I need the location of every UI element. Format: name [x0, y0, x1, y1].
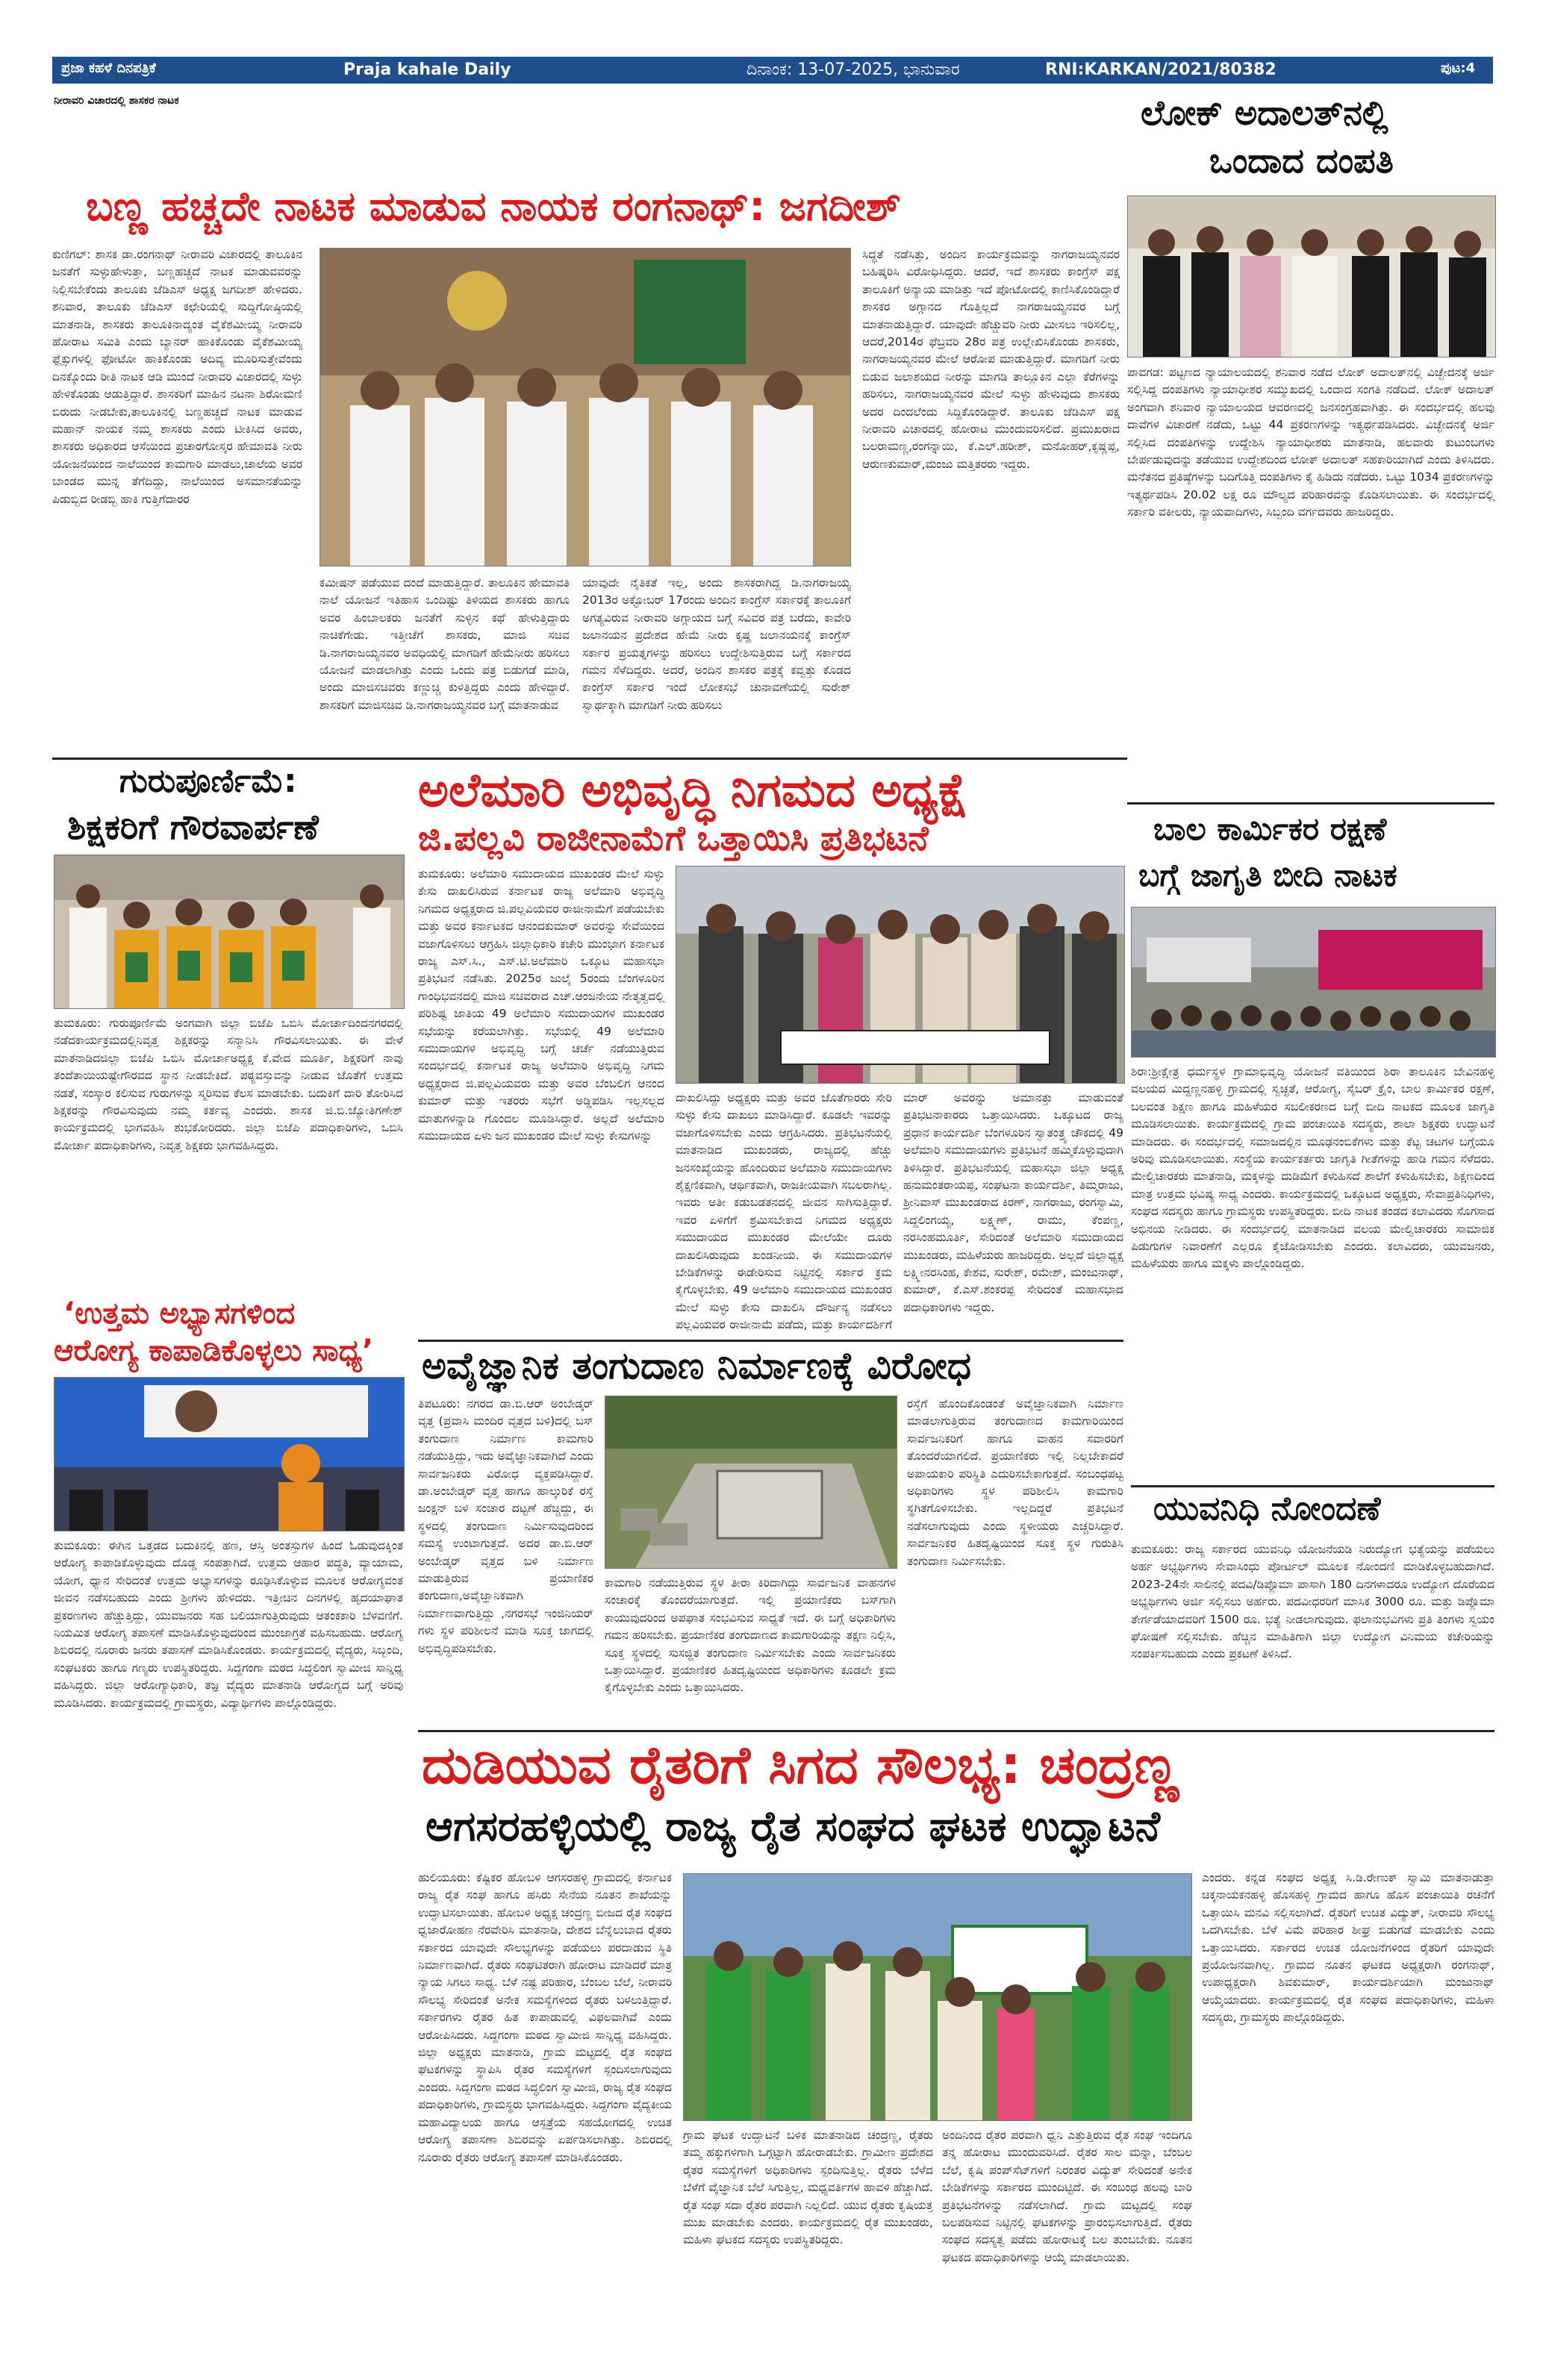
header-paper-name: Praja kahale Daily	[343, 60, 511, 79]
main-story-col1: ಕುಣಿಗಲ್: ಶಾಸಕ ಡಾ.ರಂಗನಾಥ್ ನೀರಾವರಿ ವಿಚಾರದಲ್ಲಿ ತಾಲೂಕಿನ ಜನತೆಗೆ ಸುಳ್ಳುಹೇಳುತ್ತಾ, ಬಣ್ಣಹಚ್ಚದೆ ನಾಟಕ ಮಾಡುವವರನ್ನು ನಿಲ್ಲಿಸಬೇಕೆಂದು ತಾಲೂಕು ಜೆಡಿಎಸ್ ಅಧ್ಯಕ್ಷ ಜಗದೀಶ್ ಹೇಳಿದರು. ಶನಿವಾರ, ತಾಲೂಕು ಜೆಡಿಎಸ್ ಕಛೇರಿಯಲ್ಲಿ ಸುದ್ದಿಗೋಷ್ಠಿಯಲ್ಲಿ ಮಾತನಾಡಿ, ಶಾಸಕರು ತಾಲೂಕಿನಾದ್ಯಂತ ವೈಕೆಶಮೀಯ್ಯ ನೀರಾವರಿ ಹೋರಾಟ ಸಮಿತಿ ಎಂದು ಬ್ಯಾನರ್ ಹಾಕಿಕೊಂಡು ವೈಕೆಶಮೀಯ್ಯ ಫ್ಲೆಕ್ಸುಗಳಲ್ಲಿ ಫೋಟೋ ಹಾಕಿಕೊಂಡು ಅದಿವ್ಯ ಮೂರಿಸುತ್ತೇವೆಂದು ದಿನಕ್ಕೊಂದು ರೀತಿ ನಾಟಕ ಆಡಿ ಮುಂದೆ ನೀರಾವರಿ ವಿಚಾರದಲ್ಲಿ ಸುಳ್ಳು ಹೇಳಿಕೊಂಡು ಆಡುತ್ತಿದ್ದಾರೆ. ಶಾಸಕರಿಗೆ ಮಾಹಿನ ನಟನಾ ಶಿರೋಮಣಿ ಬಿರುದು ನೀಡಬೇಕು,ತಾಲೂಕಿನಲ್ಲಿ ಬಣ್ಣಹಚ್ಚದೆ ನಾಟಕ ಮಾಡುವ ಮಹಾನ್ ನಾಯಕ ನಮ್ಮ ಶಾಸಕರು ಎಂದು ಟೀಕಿಸಿದ ಅವರು, ಶಾಸಕರು ಅಧಿಕಾರದ ಆಸೆಯಿಂದ ಪ್ರಚಾರಗೋಸ್ಕರ ಹೇಮಾವತಿ ನೀರು ಯೋಜನೆಯಿಂದ ನಾಲೆಯಿಂದ ಕಾಮಗಾರಿ ಮಾಡಲು,ಚಾಲೆಯ ಅವರ ಬಾಂಡದ ಮುನ್ನ ತೆಗೆದಿದ್ದು, ನಾಲೆಯಿಂದ ಅಸಮಾನತೆಯನ್ನು ಪಿಡುಬ್ಬಿದ ರೀಡಬ್ಬಿ ಹಾಕಿ ಗುತ್ತಿಗೆದಾರರ	[52, 248, 302, 506]
main-headline: ನೀರಾವರಿ ವಿಚಾರದಲ್ಲಿ ಶಾಸಕರ ನಾಟಕ	[54, 95, 179, 107]
alemari-col1: ತುಮಕೂರು: ಅಲೆಮಾರಿ ಸಮುದಾಯದ ಮುಖಂಡರ ಮೇಲೆ ಸುಳ್ಳು ಕೇಸು ದಾಖಲಿಸಿರುವ ಕರ್ನಾಟಕ ರಾಜ್ಯ ಅಲೆಮಾರಿ ಅಭಿವೃದ್ಧಿ ನಿಗಮದ ಅಧ್ಯಕ್ಷರಾದ ಜಿ.ಪಲ್ಲವಿಯವರ ರಾಜೀನಾಮೆಗೆ ಪಡೆಯಬೇಕು ಮತ್ತು ಅವರ ಕರ್ನಾಟಕದ ಆನಂದಕುಮಾರ್ ಅವರನ್ನು ಸೇವೆಯಿಂದ ವಜಾಗೊಳಿಸಲು ಆಗ್ರಹಿಸಿ ಜಿಲ್ಲಾಧಿಕಾರಿ ಕಚೇರಿ ಮುಂಭಾಗ ಕರ್ನಾಟಕ ರಾಜ್ಯ ಎಸ್.ಸಿ., ಎಸ್.ಟಿ.ಅಲೆಮಾರಿ ಒಕ್ಕೂಟ ಮಹಾಸಭಾ ಪ್ರತಿಭಟನೆ ನಡೆಸಿತು. 2025ರ ಜುಲೈ 5ರಂದು ಬೆಂಗಳೂರಿನ ಗಾಂಧಿಭವನದಲ್ಲಿ ಮಾಜಿ ಸಚಿವರಾದ ಎಚ್.ಆಂಜನೇಯ ನೇತೃತ್ವದಲ್ಲಿ ಪರಿಶಿಷ್ಟ ಜಾತಿಯ 49 ಅಲೆಮಾರಿ ಸಮುದಾಯಗಳ ಮುಖಂಡರ ಸಭೆಯನ್ನು ಕರೆಯಲಾಗಿತ್ತು. ಸಭೆಯಲ್ಲಿ 49 ಅಲೆಮಾರಿ ಸಮುದಾಯಗಳ ಅಭಿವೃದ್ಧಿ ಬಗ್ಗೆ ಚರ್ಚೆ ನಡೆಯುತ್ತಿರುವ ಸಂದರ್ಭದಲ್ಲಿ ಕರ್ನಾಟಕ ರಾಜ್ಯ ಅಲೆಮಾರಿ ಅಭಿವೃದ್ಧಿ ನಿಗಮ ಅಧ್ಯಕ್ಷರಾದ ಜಿ.ಪಲ್ಲವಿಯವರು ಮತ್ತು ಅವರ ಬೆಂಬಲಿಗ ಆನಂದ ಕುಮಾರ್ ಮತ್ತು ಇತರರು ಸಭೆಗೆ ಅಡ್ಡಿಪಡಿಸಿ ಇಲ್ಲಸಲ್ಲದ ಮಾತುಗಳನ್ನಾಡಿ ಗೊಂದಲ ಮೂಡಿಸಿದ್ದಾರೆ. ಅಲ್ಲದೆ ಅಲೆಮಾರಿ ಸಮುದಾಯದ ಏಳು ಜನ ಮುಖಂಡರ ಮೇಲೆ ಸುಳ್ಳು ಕೇಸುಗಳನ್ನು	[418, 867, 664, 1143]
health-headline-line2: ಆರೋಗ್ಯ ಕಾಪಾಡಿಕೊಳ್ಳಲು ಸಾಧ್ಯ’	[54, 1334, 374, 1368]
tangudana-photo	[605, 1396, 897, 1569]
section-divider	[418, 1340, 1123, 1342]
header-page-number: ಪುಟ:4	[1441, 60, 1476, 76]
farmers-photo	[683, 1873, 1192, 2121]
main-photo-caption: ಕಮೀಷನ್ ಪಡೆಯುವ ದಂದೆ ಮಾಡುತ್ತಿದ್ದಾರೆ. ತಾಲೂಕಿನ ಹೇಮಾವತಿ ನಾಲೆ ಯೋಜನೆ ಇತಿಹಾಸ ಒಂದಿಷ್ಟು ತಿಳಿಯದ ಶಾಸಕರು ಹಾಗೂ ಅವರ ಹಿಂಬಾಲಕರು ಜನತೆಗೆ ಸುಳ್ಳಿನ ಕಥೆ ಹೇಳುತ್ತಿದ್ದಾರು ನಾಚಿಕೆಗೇಡು. ಇತ್ತೀಚೆಗೆ ಶಾಸಕರು, ಮಾಜಿ ಸಚಿವ ಡಿ.ನಾಗರಾಜಯ್ಯನವರ ಅವಧಿಯಲ್ಲಿ ಮಾಗಡಿಗೆ ಹೇಮೆನೀರು ಹರಿಸಲು ಯೋಜನೆ ಮಾಡಲಾಗಿತ್ತು ಎಂದು ಒಂದು ಪತ್ರ ಬಿಡುಗಡೆ ಮಾಡಿ, ಅಂದು ಮಾಜಿಸಚಿವರು ಕಣ್ಣುಚ್ಚಿ ಕುಳಿತ್ತಿದ್ದರು ಎಂದು ಹೇಳಿದ್ದಾರೆ. ಶಾಸಕರಿಗೆ ಮಾಜಿಸಚಿವ ಡಿ.ನಾಗರಾಜಯ್ಯನವರ ಬಗ್ಗೆ ಮಾತನಾಡುವ	[319, 576, 570, 712]
yuvanidhi-body: ತುಮಕೂರು: ರಾಜ್ಯ ಸರ್ಕಾರದ ಯುವನಿಧಿ ಯೋಜನೆಯಡಿ ನಿರುದ್ಯೋಗ ಭತ್ಯೆಯನ್ನು ಪಡೆಯಲು ಅರ್ಹ ಅಭ್ಯರ್ಥಿಗಳು ಸೇವಾಸಿಂಧು ಪೋರ್ಟಲ್ ಮೂಲಕ ನೋಂದಣಿ ಮಾಡಿಕೊಳ್ಳಬಹುದಾಗಿದೆ. 2023-24ನೇ ಸಾಲಿನಲ್ಲಿ ಪದವಿ/ಡಿಪ್ಲೊಮಾ ಪಾಸಾಗಿ 180 ದಿನಗಳಾದರೂ ಉದ್ಯೋಗ ದೊರೆಯದ ಅಭ್ಯರ್ಥಿಗಳು ಅರ್ಜಿ ಸಲ್ಲಿಸಲು ಅರ್ಹರು. ಪದವೀಧರರಿಗೆ ಮಾಸಿಕ 3000 ರೂ. ಮತ್ತು ಡಿಪ್ಲೊಮಾ ತೇರ್ಗಡೆಯಾದವರಿಗೆ 1500 ರೂ. ಭತ್ಯೆ ನೀಡಲಾಗುವುದು. ಫಲಾನುಭವಿಗಳು ಪ್ರತಿ ತಿಂಗಳು ಸ್ವಯಂ ಘೋಷಣೆ ಸಲ್ಲಿಸಬೇಕು. ಹೆಚ್ಚಿನ ಮಾಹಿತಿಗಾಗಿ ಜಿಲ್ಲಾ ಉದ್ಯೋಗ ವಿನಿಮಯ ಕಚೇರಿಯನ್ನು ಸಂಪರ್ಕಿಸಬಹುದು ಎಂದು ಪ್ರಕಟಣೆ ತಿಳಿಸಿದೆ.	[1131, 1543, 1494, 1661]
header-rni: RNI:KARKAN/2021/80382	[1045, 60, 1277, 79]
farmers-col3: ಅಂದಿನಿಂದ ರೈತರ ಪರವಾಗಿ ಧ್ವನಿ ಎತ್ತುತ್ತಿರುವ ರೈತ ಸಂಘ ಇಂದಿಗೂ ತನ್ನ ಹೋರಾಟ ಮುಂದುವರಿಸಿದೆ. ರೈತರ ಸಾಲ ಮನ್ನಾ, ಬೆಂಬಲ ಬೆಲೆ, ಕೃಷಿ ಪಂಪ್‌ಸೆಟ್‌ಗಳಿಗೆ ನಿರಂತರ ವಿದ್ಯುತ್ ಸೇರಿದಂತೆ ಅನೇಕ ಬೇಡಿಕೆಗಳನ್ನು ಸರ್ಕಾರದ ಮುಂದಿಟ್ಟಿದೆ. ಈ ಸಂಬಂಧ ಹಲವು ಬಾರಿ ಪ್ರತಿಭಟನೆಗಳನ್ನು ನಡೆಸಲಾಗಿದೆ. ಗ್ರಾಮ ಮಟ್ಟದಲ್ಲಿ ಸಂಘ ಬಲಪಡಿಸುವ ನಿಟ್ಟಿನಲ್ಲಿ ಘಟಕಗಳನ್ನು ಪ್ರಾರಂಭಿಸಲಾಗುತ್ತಿದೆ. ರೈತರು ಸಂಘದ ಸದಸ್ಯತ್ವ ಪಡೆದು ಹೋರಾಟಕ್ಕೆ ಬಲ ತುಂಬಬೇಕು. ನೂತನ ಘಟಕದ ಪದಾಧಿಕಾರಿಗಳನ್ನು ಆಯ್ಕೆ ಮಾಡಲಾಯಿತು.	[942, 2128, 1192, 2264]
child-labour-body: ಶಿರಾ:ಶ್ರೀಕ್ಷೇತ್ರ ಧರ್ಮಸ್ಥಳ ಗ್ರಾಮಾಭಿವೃದ್ಧಿ ಯೋಜನೆ ವತಿಯಿಂದ ಶಿರಾ ತಾಲೂಕಿನ ಬೇವಿನಹಳ್ಳಿ ವಲಯದ ಮಿದ್ದಣ್ಣನಹಳ್ಳಿ ಗ್ರಾಮದಲ್ಲಿ ಸ್ವಚ್ಛತೆ, ಆರೋಗ್ಯ, ಸೈಬರ್ ಕ್ರೈಂ, ಬಾಲ ಕಾರ್ಮಿಕರ ರಕ್ಷಣೆ, ಬಲವಂತ ಶಿಕ್ಷಣ ಹಾಗೂ ಮಹಿಳೆಯರ ಸಬಲೀಕರಣದ ಬಗ್ಗೆ ಬೀದಿ ನಾಟಕದ ಮೂಲಕ ಜಾಗೃತಿ ಮೂಡಿಸಲಾಯಿತು. ಕಾರ್ಯಕ್ರಮದಲ್ಲಿ ಗ್ರಾಮ ಪಂಚಾಯಿತಿ ಸದಸ್ಯರು, ಶಾಲಾ ಶಿಕ್ಷಕರು ಉದ್ಘಾಟನೆ ಮಾಡಿದರು. ಈ ಸಂದರ್ಭದಲ್ಲಿ ಸಮಾಜದಲ್ಲಿನ ಮೂಢನಂಬಿಕೆಗಳು ಮತ್ತು ಕೆಟ್ಟ ಚಟಗಳ ಬಗ್ಗೆಯೂ ಅರಿವು ಮೂಡಿಸಲಾಯಿತು. ಸಂಸ್ಥೆಯ ಕಾರ್ಯಕರ್ತರು ಜಾಗೃತಿ ಗೀತೆಗಳನ್ನು ಹಾಡಿ ಗಮನ ಸೆಳೆದರು. ಮೇಲ್ವಿಚಾರಕರು ಮಾತನಾಡಿ, ಮಕ್ಕಳನ್ನು ದುಡಿಮೆಗೆ ಕಳುಹಿಸದೆ ಶಾಲೆಗೆ ಕಳುಹಿಸಬೇಕು, ಶಿಕ್ಷಣದಿಂದ ಮಾತ್ರ ಉತ್ತಮ ಭವಿಷ್ಯ ಸಾಧ್ಯ ಎಂದರು. ಕಾರ್ಯಕ್ರಮದಲ್ಲಿ ಒಕ್ಕೂಟದ ಅಧ್ಯಕ್ಷರು, ಸೇವಾಪ್ರತಿನಿಧಿಗಳು, ಸಂಘದ ಸದಸ್ಯರು ಹಾಗೂ ಗ್ರಾಮಸ್ಥರು ಉಪಸ್ಥಿತರಿದ್ದರು. ಬೀದಿ ನಾಟಕ ತಂಡದ ಕಲಾವಿದರು ಸೊಗಸಾದ ಅಭಿನಯ ನೀಡಿದರು. ಈ ಸಂದರ್ಭದಲ್ಲಿ ಮಾತನಾಡಿದ ವಲಯ ಮೇಲ್ವಿಚಾರಕರು ಸಾಮಾಜಿಕ ಪಿಡುಗುಗಳ ನಿವಾರಣೆಗೆ ಎಲ್ಲರೂ ಕೈಜೋಡಿಸಬೇಕು ಎಂದರು. ಕಲಾವಿದರು, ಯುವಜನರು, ಮಹಿಳೆಯರು ಹಾಗೂ ಮಕ್ಕಳು ಪಾಲ್ಗೊಂಡಿದ್ದರು.	[1131, 1065, 1494, 1271]
section-divider	[52, 758, 1127, 760]
alemari-subheadline: ಜಿ.ಪಲ್ಲವಿ ರಾಜೀನಾಮೆಗೆ ಒತ್ತಾಯಿಸಿ ಪ್ರತಿಭಟನೆ	[418, 818, 929, 858]
guru-body: ತುಮಕೂರು: ಗುರುಪೂರ್ಣಿಮೆ ಅಂಗವಾಗಿ ಜಿಲ್ಲಾ ಬಿಜೆಪಿ ಒಬಿಸಿ ಮೋರ್ಚಾದಿಂದನಗರದಲ್ಲಿ ನಡೆದಕಾರ್ಯಕ್ರಮದಲ್ಲಿನಿವೃತ್ತ ಶಿಕ್ಷಕರನ್ನು ಸನ್ಮಾನಿಸಿ ಗೌರವಿಸಲಾಯಿತು. ಈ ವೇಳೆ ಮಾತನಾಡಿದಜಿಲ್ಲಾ ಬಿಜೆಪಿ ಒಬಿಸಿ ಮೋರ್ಚಾಅಧ್ಯಕ್ಷ ಕೆ.ವೇದ ಮೂರ್ತಿ, ಶಿಕ್ಷಕರಿಗೆ ನಾವು ತಂದೆತಾಯಿಯಷ್ಟೇಗೌರವದ ಸ್ಥಾನ ನೀಡಬೇಕಿದೆ. ಪಠ್ಯವಸ್ತುವನ್ನು ನೀಡುವ ಜೊತೆಗೆ ಉತ್ತಮ ನಡತೆ, ಸಂಸ್ಕಾರ ಕಲಿಸುವ ಗುರುಗಳನ್ನು ಸ್ಮರಿಸುವ ಕೆಲಸ ಮಾಡಬೇಕು. ಬದುಕಿಗೆ ದಾರಿ ತೋರಿಸಿದ ಶಿಕ್ಷಕರನ್ನು ಗೌರವಿಸುವುದು ನಮ್ಮ ಕರ್ತವ್ಯ ಎಂದರು. ಶಾಸಕ ಜಿ.ಬಿ.ಜ್ಯೋತಿಗಣೇಶ್ ಕಾರ್ಯಕ್ರಮದಲ್ಲಿ ಭಾಗವಹಿಸಿ ಶುಭಕೋರಿದರು. ಜಿಲ್ಲಾ ಬಿಜೆಪಿ ಪದಾಧಿಕಾರಿಗಳು, ಒಬಿಸಿ ಮೋರ್ಚಾ ಪದಾಧಿಕಾರಿಗಳು, ನಿವೃತ್ತ ಶಿಕ್ಷಕರು ಭಾಗವಹಿಸಿದ್ದರು.	[54, 1016, 403, 1152]
guru-headline-line1: ಗುರುಪೂರ್ಣಿಮೆ:	[119, 762, 297, 800]
child-labour-headline-line1: ಬಾಲ ಕಾರ್ಮಿಕರ ರಕ್ಷಣೆ	[1153, 810, 1387, 847]
tangudana-col1: ತಿಪಟೂರು: ನಗರದ ಡಾ.ಬಿ.ಆರ್ ಅಂಬೇಡ್ಕರ್ ವೃತ್ತ (ಪ್ರವಾಸಿ ಮಂದಿರ ವೃತ್ತದ ಬಳಿ)ದಲ್ಲಿ ಬಸ್ ತಂಗುದಾಣ ನಿರ್ಮಾಣ ಕಾಮಗಾರಿ ನಡೆಯುತ್ತಿದ್ದು, ಇದು ಅವೈಜ್ಞಾನಿಕವಾಗಿದೆ ಎಂದು ಸಾರ್ವಜನಿಕರು ವಿರೋಧ ವ್ಯಕ್ತಪಡಿಸಿದ್ದಾರೆ. ಡಾ.ಅಂಬೇಡ್ಕರ್ ವೃತ್ತ ಹಾಗೂ ಹಾಲ್ಕುರಿಕೆ ರಸ್ತೆ ಜಂಕ್ಷನ್ ಬಳಿ ಸಂಚಾರ ದಟ್ಟಣೆ ಹೆಚ್ಚಿದ್ದು, ಈ ಸ್ಥಳದಲ್ಲಿ ತಂಗುದಾಣ ನಿರ್ಮಿಸುವುದರಿಂದ ಸಮಸ್ಯೆ ಉಂಟಾಗುತ್ತದೆ. ಅದರ ಡಾ.ಬಿ.ಆರ್ ಅಂಬೇಡ್ಕರ್ ವೃತ್ತದ ಬಳಿ ನಿರ್ಮಾಣ ಮಾಡುತ್ತಿರುವ ಪ್ರಯಾಣಿಕರ ತಂಗುದಾಣ,ಅವೈಜ್ಞಾನಿಕವಾಗಿ ನಿರ್ಮಾಣವಾಗುತ್ತಿದ್ದು ,ನಗರಸಭೆ ಇಂಜಿನಿಯರ್ ಗಳು ಸ್ಥಳ ಪರಿಶೀಲನೆ ಮಾಡಿ ಸೂಕ್ತ ಜಾಗದಲ್ಲಿ ಅಭಿವೃದ್ಧಿಪಡಿಸಬೇಕು.	[418, 1397, 593, 1655]
section-divider	[1131, 1485, 1494, 1487]
main-story-col4: ಸಿದ್ಧತೆ ನಡೆಸಿತ್ತು, ಅಂದಿನ ಕಾರ್ಯಕ್ರಮವನ್ನು ನಾಗರಾಜಯ್ಯನವರ ಬಹಿಷ್ಕರಿಸಿ ವಿರೋಧಿಸಿದ್ದರು. ಆದರೆ, ಇದೆ ಶಾಸಕರು ಕಾಂಗ್ರೆಸ್ ಪಕ್ಷ ತಾಲೂಕಿಗೆ ಅನ್ಯಾಯ ಮಾಡಿತ್ತು ಇದೆ ಪೋಟೋದಲ್ಲಿ ಕಾಣಿಸಿಕೊಂಡಿದ್ದಾರೆ ಶಾಸಕರ ಅಗ್ಗಾನದ ಗೊತ್ತಿಲ್ಲದೆ ನಾಗರಾಜಯ್ಯನವರ ಬಗ್ಗೆ ಮಾತನಾಡುತ್ತಿದ್ದಾರೆ. ಯಾವುದೇ ಹೆಚ್ಚುವರಿ ನೀರು ಮೀಸಲು ಇರಿಸಲಿಲ್ಲ, ಆದರೆ,2014ರ ಫೆಬ್ರವರಿ 28ರ ಪತ್ರ ಉಲ್ಲೇಖಿಸಿಕೊಂಡು ಶಾಸಕರು, ನಾಗರಾಜಯ್ಯನವರ ಮೇಲೆ ಆರೋಪ ಮಾಡುತ್ತಿದ್ದಾರೆ. ಮಾಗಡಿಗೆ ನೀರು ಬಿಡುವ ಜಲಾಶಯದ ನೀರನ್ನು ಮಾಗಡಿ ತಾಲ್ಲೂಕಿನ ಎಲ್ಲಾ ಕೆರೆಗಳನ್ನು ಹರಿಸಲು, ನಾಗರಾಜಯ್ಯನವರ ಮೇಲೆ ಸುಳ್ಳು ಹೇಳುವುದು ಶಾಸಕರು ಅದರ ದಿಂದಲೆಂದು ಸಿದ್ದಿಕೊಂಡಿದ್ದಾರೆ. ತಾಲೂಕು ಜೆಡಿಎಸ್ ಪಕ್ಷ ನೀರಾವರಿ ವಿಚಾರದಲ್ಲಿ ಹೋರಾಟ ಮುಂದುವರಿಸಲಿದೆ. ಪ್ರಮುಖರಾದ ಬಲರಾಮಣ್ಣ,ರಂಗನ್ನಾಯಿ, ಕೆ.ಎಲ್.ಹರೀಶ್, ಮನೋಹರ್,ಕೃಷ್ಣಪ್ಪ, ಆರುಣಕುಮಾರ್,ಮಂಜು ಮತ್ತಿತರರು ಇದ್ದರು.	[862, 248, 1120, 471]
alemari-headline: ಅಲೆಮಾರಿ ಅಭಿವೃದ್ಧಿ ನಿಗಮದ ಅಧ್ಯಕ್ಷೆ	[418, 763, 968, 817]
guru-photo	[54, 855, 405, 1009]
health-body: ತುಮಕೂರು: ಈಗಿನ ಒತ್ತಡದ ಬದುಕಿನಲ್ಲಿ ಹಣ, ಆಸ್ತಿ ಅಂತಸ್ತುಗಳ ಹಿಂದೆ ಓಡುವುದಕ್ಕಿಂತ ಆರೋಗ್ಯ ಕಾಪಾಡಿಕೊಳ್ಳುವುದು ದೊಡ್ಡ ಸಂಪತ್ತಾಗಿದೆ. ಉತ್ತಮ ಆಹಾರ ಪದ್ಧತಿ, ವ್ಯಾಯಾಮ, ಯೋಗ, ಧ್ಯಾನ ಸೇರಿದಂತೆ ಉತ್ತಮ ಅಭ್ಯಾಸಗಳನ್ನು ರೂಢಿಸಿಕೊಳ್ಳುವ ಮೂಲಕ ಆರೋಗ್ಯವಂತ ಜೀವನ ನಡೆಸಬಹುದು ಎಂದು ಶ್ರೀಗಳು ಹೇಳಿದರು. ಇತ್ತೀಚಿನ ದಿನಗಳಲ್ಲಿ ಹೃದಯಾಘಾತ ಪ್ರಕರಣಗಳು ಹೆಚ್ಚುತ್ತಿದ್ದು, ಯುವಜನರು ಸಹ ಬಲಿಯಾಗುತ್ತಿರುವುದು ಆತಂಕಕಾರಿ ಬೆಳವಣಿಗೆ. ನಿಯಮಿತ ಆರೋಗ್ಯ ತಪಾಸಣೆ ಮಾಡಿಸಿಕೊಳ್ಳುವುದರಿಂದ ಮುಂಜಾಗ್ರತೆ ವಹಿಸಬಹುದು. ಆರೋಗ್ಯ ಶಿಬಿರದಲ್ಲಿ ನೂರಾರು ಜನರು ತಪಾಸಣೆ ಮಾಡಿಸಿಕೊಂಡರು. ಕಾರ್ಯಕ್ರಮದಲ್ಲಿ ವೈದ್ಯರು, ಸಿಬ್ಬಂದಿ, ಸಂಘಟಕರು ಹಾಗೂ ಗಣ್ಯರು ಉಪಸ್ಥಿತರಿದ್ದರು. ಸಿದ್ದಗಂಗಾ ಮಠದ ಸಿದ್ಧಲಿಂಗ ಸ್ವಾಮೀಜಿ ಸಾನ್ನಿಧ್ಯ ವಹಿಸಿದ್ದರು. ಜಿಲ್ಲಾ ಆರೋಗ್ಯಾಧಿಕಾರಿ, ತಜ್ಞ ವೈದ್ಯರು ಮಾತನಾಡಿ ಆರೋಗ್ಯದ ಬಗ್ಗೆ ಅರಿವು ಮೂಡಿಸಿದರು. ಕಾರ್ಯಕ್ರಮದಲ್ಲಿ ಗ್ರಾಮಸ್ಥರು, ವಿದ್ಯಾರ್ಥಿಗಳು ಪಾಲ್ಗೊಂಡಿದ್ದರು.	[54, 1539, 403, 1710]
farmers-col1: ಹುಲಿಯೂರು: ಕೆಷ್ಟಿಕರ ಹೋಬಳಿ ಆಗಸರಹಳ್ಳಿ ಗ್ರಾಮದಲ್ಲಿ ಕರ್ನಾಟಕ ರಾಜ್ಯ ರೈತ ಸಂಘ ಹಾಗೂ ಹಸಿರು ಸೇನೆಯ ನೂತನ ಶಾಖೆಯನ್ನು ಉದ್ಘಾಟಿಸಲಾಯಿತು. ಹೋಬಳಿ ಅಧ್ಯಕ್ಷ ಚಂದ್ರಣ್ಣ ಬೀಜದ ರೈತ ಸಂಘದ ಧ್ವಜಾರೋಹಣ ನೆರವೇರಿಸಿ ಮಾತನಾಡಿ, ದೇಶದ ಬೆನ್ನೆಲುಬಾದ ರೈತರು ಸರ್ಕಾರದ ಯಾವುದೇ ಸೌಲಭ್ಯಗಳನ್ನು ಪಡೆಯಲು ಪರದಾಡುವ ಸ್ಥಿತಿ ನಿರ್ಮಾಣವಾಗಿದೆ. ರೈತರು ಸಂಘಟಿತರಾಗಿ ಹೋರಾಟ ಮಾಡಿದರೆ ಮಾತ್ರ ನ್ಯಾಯ ಸಿಗಲು ಸಾಧ್ಯ. ಬೆಳೆ ನಷ್ಟ ಪರಿಹಾರ, ಬೆಂಬಲ ಬೆಲೆ, ನೀರಾವರಿ ಸೌಲಭ್ಯ ಸೇರಿದಂತೆ ಅನೇಕ ಸಮಸ್ಯೆಗಳಿಂದ ರೈತರು ಬಳಲುತ್ತಿದ್ದಾರೆ. ಸರ್ಕಾರಗಳು ರೈತರ ಹಿತ ಕಾಪಾಡುವಲ್ಲಿ ವಿಫಲವಾಗಿವೆ ಎಂದು ಆರೋಪಿಸಿದರು. ಸಿದ್ದಗಂಗಾ ಮಠದ ಸ್ವಾಮೀಜಿ ಸಾನ್ನಿಧ್ಯ ವಹಿಸಿದ್ದರು. ಜಿಲ್ಲಾ ಅಧ್ಯಕ್ಷರು ಮಾತನಾಡಿ, ಗ್ರಾಮ ಮಟ್ಟದಲ್ಲಿ ರೈತ ಸಂಘದ ಘಟಕಗಳನ್ನು ಸ್ಥಾಪಿಸಿ ರೈತರ ಸಮಸ್ಯೆಗಳಿಗೆ ಸ್ಪಂದಿಸಲಾಗುವುದು ಎಂದರು. ಸಿದ್ದಗಂಗಾ ಮಠದ ಸಿದ್ಧಲಿಂಗ ಸ್ವಾಮೀಜಿ, ರಾಜ್ಯ ರೈತ ಸಂಘದ ಪದಾಧಿಕಾರಿಗಳು, ಗ್ರಾಮಸ್ಥರು ಭಾಗವಹಿಸಿದ್ದರು. ಸಿದ್ದಗಂಗಾ ವೈದ್ಯಕೀಯ ಮಹಾವಿದ್ಯಾಲಯ ಹಾಗೂ ಆಸ್ಪತ್ರೆಯ ಸಹಯೋಗದಲ್ಲಿ ಉಚಿತ ಆರೋಗ್ಯ ತಪಾಸಣಾ ಶಿಬಿರವನ್ನು ಏರ್ಪಡಿಸಲಾಗಿತ್ತು. ಶಿಬಿರದಲ್ಲಿ ನೂರಾರು ರೈತರು ಆರೋಗ್ಯ ತಪಾಸಣೆ ಮಾಡಿಸಿಕೊಂಡರು.	[418, 1871, 672, 2164]
health-headline-line1: ‘ಉತ್ತಮ ಅಭ್ಯಾಸಗಳಿಂದ	[63, 1296, 296, 1331]
lok-adalat-headline-line2: ಒಂದಾದ ದಂಪತಿ	[1209, 140, 1394, 181]
child-labour-photo	[1131, 907, 1496, 1058]
tangudana-col3: ರಸ್ತೆಗೆ ಹೊಂದಿಕೊಂಡಂತೆ ಅವೈಜ್ಞಾನಿಕವಾಗಿ ನಿರ್ಮಾಣ ಮಾಡಲಾಗುತ್ತಿರುವ ತಂಗುದಾಣದ ಕಾಮಗಾರಿಯಿಂದ ಸಾರ್ವಜನಿಕರಿಗೆ ಹಾಗೂ ವಾಹನ ಸವಾರರಿಗೆ ತೊಂದರೆಯಾಗಲಿದೆ. ಪ್ರಯಾಣಿಕರು ಇಲ್ಲಿ ನಿಲ್ಲಬೇಕಾದರೆ ಅಪಾಯಕಾರಿ ಪರಿಸ್ಥಿತಿ ಎದುರಿಸಬೇಕಾಗುತ್ತದೆ. ಸಂಬಂಧಪಟ್ಟ ಅಧಿಕಾರಿಗಳು ಸ್ಥಳ ಪರಿಶೀಲಿಸಿ ಕಾಮಗಾರಿ ಸ್ಥಗಿತಗೊಳಿಸಬೇಕು. ಇಲ್ಲದಿದ್ದರೆ ಪ್ರತಿಭಟನೆ ನಡೆಸಲಾಗುವುದು ಎಂದು ಸ್ಥಳೀಯರು ಎಚ್ಚರಿಸಿದ್ದಾರೆ. ಸಾರ್ವಜನಿಕರ ಹಿತದೃಷ್ಟಿಯಿಂದ ಸೂಕ್ತ ಸ್ಥಳ ಗುರುತಿಸಿ ತಂಗುದಾಣ ನಿರ್ಮಿಸಬೇಕು.	[907, 1397, 1123, 1568]
farmers-subheadline: ಆಗಸರಹಳ್ಳಿಯಲ್ಲಿ ರಾಜ್ಯ ರೈತ ಸಂಘದ ಘಟಕ ಉದ್ಘಾಟನೆ	[426, 1802, 1161, 1851]
lok-adalat-headline-line1: ಲೋಕ್ ಅದಾಲತ್‌ನಲ್ಲಿ	[1141, 93, 1388, 133]
farmers-photo-caption: ಗ್ರಾಮ ಘಟಕ ಉದ್ಘಾಟನೆ ಬಳಿಕ ಮಾತನಾಡಿದ ಚಂದ್ರಣ್ಣ, ರೈತರು ತಮ್ಮ ಹಕ್ಕುಗಳಿಗಾಗಿ ಒಗ್ಗಟ್ಟಾಗಿ ಹೋರಾಡಬೇಕು. ಗ್ರಾಮೀಣ ಪ್ರದೇಶದ ರೈತರ ಸಮಸ್ಯೆಗಳಿಗೆ ಅಧಿಕಾರಿಗಳು ಸ್ಪಂದಿಸುತ್ತಿಲ್ಲ. ರೈತರು ಬೆಳೆದ ಬೆಳೆಗೆ ವೈಜ್ಞಾನಿಕ ಬೆಲೆ ಸಿಗುತ್ತಿಲ್ಲ, ಮಧ್ಯವರ್ತಿಗಳ ಹಾವಳಿ ಹೆಚ್ಚಾಗಿದೆ. ರೈತ ಸಂಘ ಸದಾ ರೈತರ ಪರವಾಗಿ ನಿಲ್ಲಲಿದೆ. ಯುವ ರೈತರು ಕೃಷಿಯತ್ತ ಮುಖ ಮಾಡಬೇಕು ಎಂದರು. ಕಾರ್ಯಕ್ರಮದಲ್ಲಿ ರೈತ ಮುಖಂಡರು, ಮಹಿಳಾ ಘಟಕದ ಸದಸ್ಯರು ಉಪಸ್ಥಿತರಿದ್ದರು.	[683, 2128, 933, 2247]
tangudana-headline: ಅವೈಜ್ಞಾನಿಕ ತಂಗುದಾಣ ನಿರ್ಮಾಣಕ್ಕೆ ವಿರೋಧ	[422, 1344, 972, 1387]
farmers-headline: ದುಡಿಯುವ ರೈತರಿಗೆ ಸಿಗದ ಸೌಲಭ್ಯ: ಚಂದ್ರಣ್ಣ	[422, 1734, 1179, 1796]
yuvanidhi-headline: ಯುವನಿಧಿ ನೋಂದಣೆ	[1153, 1490, 1381, 1528]
tangudana-col2: ಕಾಮಗಾರಿ ನಡೆಯುತ್ತಿರುವ ಸ್ಥಳ ತೀರಾ ಕಿರಿದಾಗಿದ್ದು ಸಾರ್ವಜನಿಕ ವಾಹನಗಳ ಸಂಚಾರಕ್ಕೆ ತೊಂದರೆಯಾಗುತ್ತದೆ. ಇಲ್ಲಿ ಪ್ರಯಾಣಿಕರು ಬಸ್‌ಗಾಗಿ ಕಾಯುವುದರಿಂದ ಅಪಘಾತ ಸಂಭವಿಸುವ ಸಾಧ್ಯತೆ ಇದೆ. ಈ ಬಗ್ಗೆ ಅಧಿಕಾರಿಗಳು ಗಮನ ಹರಿಸಬೇಕು. ಪ್ರಯಾಣಿಕರ ತಂಗುದಾಣದ ಕಾಮಗಾರಿಯನ್ನು ತಕ್ಷಣ ನಿಲ್ಲಿಸಿ, ಸೂಕ್ತ ಸ್ಥಳದಲ್ಲಿ ಸುಸಜ್ಜಿತ ತಂಗುದಾಣ ನಿರ್ಮಿಸಬೇಕು ಎಂದು ಸಾರ್ವಜನಿಕರು ಒತ್ತಾಯಿಸಿದ್ದಾರೆ. ಪ್ರಯಾಣಿಕರ ಹಿತದೃಷ್ಟಿಯಿಂದ ಅಧಿಕಾರಿಗಳು ಕೂಡಲೇ ಕ್ರಮ ಕೈಗೊಳ್ಳಬೇಕು ಎಂದು ಒತ್ತಾಯಿಸಿದರು.	[605, 1576, 896, 1695]
main-story-photo	[319, 248, 851, 566]
lok-adalat-photo	[1127, 196, 1496, 357]
child-labour-headline-line2: ಬಗ್ಗೆ ಜಾಗೃತಿ ಬೀದಿ ನಾಟಕ	[1138, 857, 1397, 893]
header-date: ದಿನಾಂಕ: 13-07-2025, ಭಾನುವಾರ	[746, 60, 960, 79]
lok-adalat-body: ಪಾವಗಡ: ಪಟ್ಟಣದ ನ್ಯಾಯಾಲಯದಲ್ಲಿ ಶನಿವಾರ ನಡೆದ ಲೋಕ್ ಅದಾಲತ್‌ನಲ್ಲಿ ವಿಚ್ಛೇದನಕ್ಕೆ ಅರ್ಜಿ ಸಲ್ಲಿಸಿದ್ದ ದಂಪತಿಗಳು ನ್ಯಾಯಾಧೀಶರ ಸಮ್ಮುಖದಲ್ಲಿ ಒಂದಾದ ಸಂಗತಿ ನಡೆದಿದೆ. ಲೋಕ್ ಅದಾಲತ್ ಅಂಗವಾಗಿ ಶನಿವಾರ ನ್ಯಾಯಾಲಯದ ಆವರಣದಲ್ಲಿ ಜನಸಂಗ್ರಹವಾಗಿತ್ತು. ಈ ಸಂದರ್ಭದಲ್ಲಿ ಹಲವು ದಾವೆಗಳ ವಿಚಾರಣೆ ನಡೆದು, ಒಟ್ಟು 44 ಪ್ರಕರಣಗಳನ್ನು ಇತ್ಯರ್ಥಪಡಿಸಿದರು. ವಿಚ್ಛೇದನಕ್ಕೆ ಅರ್ಜಿ ಸಲ್ಲಿಸಿದ ದಂಪತಿಗಳನ್ನು ಉದ್ದೇಶಿಸಿ ನ್ಯಾಯಾಧೀಶರು ಮಾತನಾಡಿ, ಹಲವಾರು ಕುಟುಂಬಗಳು ಬೇರ್ಪಡುವುದನ್ನು ತಡೆಯುವ ಉದ್ದೇಶದಿಂದ ಲೋಕ್ ಅದಾಲತ್ ಸಹಕಾರಿಯಾಗಿದೆ ಎಂದು ತಿಳಿಸಿದರು. ಮನೆತನದ ಪ್ರತಿಷ್ಠೆಗಳನ್ನು ಬದಿಗೊತ್ತಿ ದಂಪತಿಗಳು ಕೈ ಹಿಡಿದು ನಡೆದರು. ಒಟ್ಟು 1034 ಪ್ರಕರಣಗಳನ್ನು ಇತ್ಯರ್ಥಪಡಿಸಿ 20.02 ಲಕ್ಷ ರೂ ಮೌಲ್ಯದ ಪರಿಹಾರವನ್ನು ಕೊಡಿಸಲಾಯಿತು. ಈ ಸಂದರ್ಭದಲ್ಲಿ ಸರ್ಕಾರಿ ವಕೀಲರು, ನ್ಯಾಯವಾದಿಗಳು, ಸಿಬ್ಬಂದಿ ವರ್ಗದವರು ಹಾಜರಿದ್ದರು.	[1127, 366, 1494, 519]
farmers-col4: ಎಂದರು. ಕನ್ನಡ ಸಂಘದ ಅಧ್ಯಕ್ಷ ಸಿ.ಡಿ.ರೇಣುಕ್ ಸ್ವಾಮಿ ಮಾತನಾಡುತ್ತಾ ಚಿಕ್ಕನಾಯಕನಹಳ್ಳಿ ಹೊಸಹಳ್ಳಿ ಗ್ರಾಮದ ಹಾಗೂ ಹೊಸ ಪಂಚಾಯಿತಿ ರಚನೆಗೆ ಒತ್ತಾಯಿಸಿ ಮನವಿ ಸಲ್ಲಿಸಲಾಗಿದೆ. ರೈತರಿಗೆ ಉಚಿತ ವಿದ್ಯುತ್, ನೀರಾವರಿ ಸೌಲಭ್ಯ ಒದಗಿಸಬೇಕು. ಬೆಳೆ ವಿಮೆ ಪರಿಹಾರ ಶೀಘ್ರ ಬಿಡುಗಡೆ ಮಾಡಬೇಕು ಎಂದು ಒತ್ತಾಯಿಸಿದರು. ಸರ್ಕಾರದ ಉಚಿತ ಯೋಜನೆಗಳಿಂದ ರೈತರಿಗೆ ಯಾವುದೇ ಪ್ರಯೋಜನವಾಗಿಲ್ಲ. ಗ್ರಾಮದ ನೂತನ ಘಟಕದ ಅಧ್ಯಕ್ಷರಾಗಿ ರಂಗನಾಥ್, ಉಪಾಧ್ಯಕ್ಷರಾಗಿ ಶಿವಕುಮಾರ್, ಕಾರ್ಯದರ್ಶಿಯಾಗಿ ಮಂಜುನಾಥ್ ಆಯ್ಕೆಯಾದರು. ಕಾರ್ಯಕ್ರಮದಲ್ಲಿ ರೈತ ಸಂಘದ ಪದಾಧಿಕಾರಿಗಳು, ಮಹಿಳಾ ಸದಸ್ಯರು, ಗ್ರಾಮಸ್ಥರು ಪಾಲ್ಗೊಂಡಿದ್ದರು.	[1202, 1871, 1494, 2025]
health-photo	[54, 1377, 405, 1531]
page-header-bar	[52, 57, 1493, 84]
alemari-photo	[676, 866, 1125, 1084]
section-divider	[418, 1730, 1494, 1732]
alemari-col3: ಮಾರ್ ಅವರನ್ನು ಅಮಾನತ್ತು ಮಾಡುವಂತೆ ಪ್ರತಿಭಟನಾಕಾರರು ಒತ್ತಾಯಿಸಿದರು. ಒಕ್ಕೂಟದ ರಾಜ್ಯ ಪ್ರಧಾನ ಕಾರ್ಯದರ್ಶಿ ಬೆಂಗಳೂರಿನ ಸ್ವಾತಂತ್ರ್ಯ ಚೌಕದಲ್ಲಿ 49 ಅಲೆಮಾರಿ ಸಮುದಾಯಗಳು ಪ್ರತಿಭಟನೆ ಹಮ್ಮಿಕೊಳ್ಳುವುದಾಗಿ ತಿಳಿಸಿದ್ದಾರೆ. ಪ್ರತಿಭಟನೆಯಲ್ಲಿ ಮಹಾಸಭಾ ಜಿಲ್ಲಾ ಅಧ್ಯಕ್ಷ ಹನುಮಂತರಾಯಪ್ಪ, ಸಂಘಟನಾ ಕಾರ್ಯದರ್ಶಿ, ತಿಮ್ಮರಾಜು, ಶ್ರೀನಿವಾಸ್ ಮುಖಂಡರಾದ ಕಿರಣ್, ನಾಗರಾಜು, ರಂಗಸ್ವಾಮಿ, ಸಿದ್ದಲಿಂಗಯ್ಯ, ಲಕ್ಷ್ಮಣ್, ರಾಮು, ಕೆಂಪಣ್ಣ, ನರಸಿಂಹಮೂರ್ತಿ, ಸೇರಿದಂತೆ ಅಲೆಮಾರಿ ಸಮುದಾಯದ ಮುಖಂಡರು, ಮಹಿಳೆಯರು ಹಾಜರಿದ್ದರು. ಅಲ್ಲದೆ ಜಿಲ್ಲಾಧ್ಯಕ್ಷ ಲಕ್ಷ್ಮೀನರಸಿಂಹ, ಕೇಶವ, ಸುರೇಶ್, ರಮೇಶ್, ಮಂಜುನಾಥ್, ಕುಮಾರ್, ಕೆ.ಎಸ್.ಶಂಕರಪ್ಪ ಸೇರಿದಂತೆ ಮಹಾಸಭಾದ ಪದಾಧಿಕಾರಿಗಳು ಇದ್ದರು.	[903, 1091, 1123, 1314]
header-paper-name-kannada: ಪ್ರಜಾ ಕಹಳೆ ದಿನಪತ್ರಿಕೆ	[61, 60, 156, 76]
section-divider	[1127, 802, 1494, 805]
main-story-col3: ಯಾವುದೇ ನೈತಿಕತೆ ಇಲ್ಲ, ಅಂದು ಶಾಸಕರಾಗಿದ್ದ ಡಿ.ನಾಗರಾಜಯ್ಯ 2013ರ ಅಕ್ಟೋಬರ್ 17ರಂದು ಅಂದಿನ ಕಾಂಗ್ರೆಸ್ ಸರ್ಕಾರಕ್ಕೆ ತಾಲೂಕಿಗೆ ಅಗತ್ಯವಿರುವ ನೀರಾವರಿ ಅಗ್ಗಾಯದ ಬಗ್ಗೆ ಸವಿವರ ಪತ್ರ ಬರೆದು, ಕಾವೇರಿ ಜಲಾನಯನ ಪ್ರದೇಶದ ಹೇಮೆ ನೀರು ಕೃಷ್ಣ ಜಲಾನಯನಕ್ಕೆ ಕಾಂಗ್ರೆಸ್ ಸರ್ಕಾರ ಪ್ರಯತ್ನಗಳನ್ನು ಹರಿಸಲು ಉದ್ದೇಶಿಸುತ್ತಿರುವ ಬಗ್ಗೆ ಸರ್ಕಾರದ ಗಮನ ಸೆಳೆದಿದ್ದರು. ಅದರೆ, ಅಂದಿನ ಶಾಸಕರ ಪತ್ರಕ್ಕೆ ಕವ್ವತ್ತು ಕೊಡದ ಕಾಂಗ್ರೆಸ್ ಸರ್ಕಾರ ಇಂದೆ ಲೋಕಸಭೆ ಚುನಾವಣೆಯಲ್ಲಿ ಸುರೇಶ್ ಸ್ವಾರ್ಥಕ್ಕಾಗಿ ಮಾಗಡಿಗೆ ನೀರು ಹರಿಸಲು	[582, 576, 851, 712]
alemari-col2: ದಾಖಲಿಸಿದ್ದು ಅಧ್ಯಕ್ಷರು ಮತ್ತು ಅವರ ಜೊತೆಗಾರರು ಸೇರಿ ಸುಳ್ಳು ಕೇಸು ದಾಖಲು ಮಾಡಿಸಿದ್ದಾರೆ. ಕೂಡಲೇ ಇವರನ್ನು ವಜಾಗೊಳಿಸಬೇಕು ಎಂದು ಆಗ್ರಹಿಸಿದರು. ಪ್ರತಿಭಟನೆಯಲ್ಲಿ ಮಾತನಾಡಿದ ಮುಖಂಡರು, ರಾಜ್ಯದಲ್ಲಿ ಹೆಚ್ಚು ಜನಸಂಖ್ಯೆಯನ್ನು ಹೊಂದಿರುವ ಅಲೆಮಾರಿ ಸಮುದಾಯಗಳು ಶೈಕ್ಷಣಿಕವಾಗಿ, ಆರ್ಥಿಕವಾಗಿ, ರಾಜಕೀಯವಾಗಿ ಸಬಲರಾಗಿಲ್ಲ. ಇವರು ಅತೀ ಕಡುಬಡತನದಲ್ಲಿ ಜೀವನ ಸಾಗಿಸುತ್ತಿದ್ದಾರೆ. ಇವರ ಏಳಿಗೆಗೆ ಶ್ರಮಿಸಬೇಕಾದ ನಿಗಮದ ಅಧ್ಯಕ್ಷರು ಸಮುದಾಯದ ಮುಖಂಡರ ಮೇಲೆಯೇ ದೂರು ದಾಖಲಿಸಿರುವುದು ಖಂಡನೀಯ. ಈ ಸಮುದಾಯಗಳ ಬೇಡಿಕೆಗಳನ್ನು ಈಡೇರಿಸುವ ನಿಟ್ಟಿನಲ್ಲಿ ಸರ್ಕಾರ ಕ್ರಮ ಕೈಗೊಳ್ಳಬೇಕು. 49 ಅಲೆಮಾರಿ ಸಮುದಾಯದ ಮುಖಂಡರ ಮೇಲೆ ಸುಳ್ಳು ಕೇಸು ದಾಖಲಿಸಿ ದೌರ್ಜನ್ಯ ನಡೆಸಲು ಪಲ್ಲವಿಯವರ ರಾಜೀನಾಮೆ ಪಡೆದು, ಮತ್ತು ಕಾರ್ಯದರ್ಶಿಗೆ	[676, 1091, 892, 1332]
main-subheadline: ಬಣ್ಣ ಹಚ್ಚದೇ ನಾಟಕ ಮಾಡುವ ನಾಯಕ ರಂಗನಾಥ್: ಜಗದೀಶ್	[86, 183, 901, 230]
guru-headline-line2: ಶಿಕ್ಷಕರಿಗೆ ಗೌರವಾರ್ಪಣೆ	[67, 807, 319, 847]
